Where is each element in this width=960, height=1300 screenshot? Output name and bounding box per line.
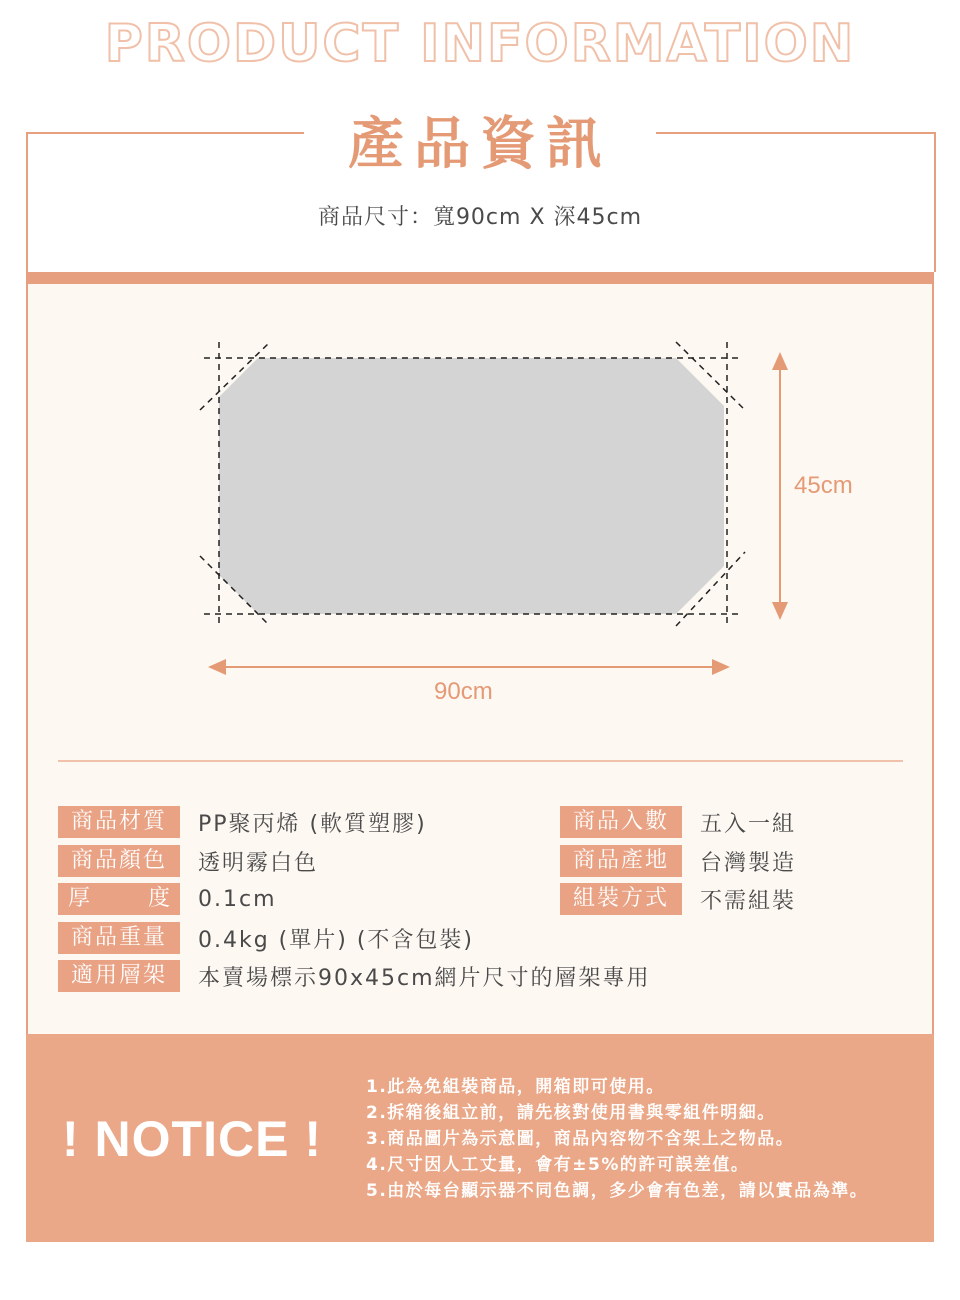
spec-row-assembly	[560, 883, 796, 915]
spec-value: PP聚丙烯 (軟質塑膠)	[198, 811, 427, 837]
spec-row-quantity	[560, 806, 796, 838]
spec-row-thickness	[58, 883, 277, 915]
notice-item: 4.尺寸因人工丈量，會有±5%的許可誤差值。	[366, 1155, 750, 1175]
notice-list	[366, 1074, 868, 1204]
spec-row-origin	[560, 845, 796, 877]
spec-key: 商品材質	[58, 806, 180, 838]
sheet-shape	[219, 358, 724, 614]
spec-row-compatible-shelf	[58, 960, 651, 992]
spec-value: 透明霧白色	[198, 850, 319, 876]
spec-key: 商品入數	[560, 806, 682, 838]
notice-item: 3.商品圖片為示意圖，商品內容物不含架上之物品。	[366, 1129, 795, 1149]
divider	[58, 760, 903, 762]
spec-value: 0.4kg (單片) (不含包裝)	[198, 927, 475, 953]
spec-key: 商品重量	[58, 922, 180, 954]
spec-value: 本賣場標示90x45cm網片尺寸的層架專用	[198, 965, 651, 991]
spec-value: 五入一組	[700, 811, 797, 837]
height-label: 45cm	[794, 472, 853, 499]
spec-key: 組裝方式	[560, 883, 682, 915]
spec-value: 0.1cm	[198, 886, 277, 912]
spec-value: 不需組裝	[700, 888, 797, 914]
spec-key: 厚度	[58, 883, 180, 915]
chinese-title: 產品資訊	[348, 112, 612, 177]
notice-item: 5.由於每台顯示器不同色調，多少會有色差，請以實品為準。	[366, 1181, 869, 1201]
notice-title: ! NOTICE !	[62, 1111, 322, 1167]
width-label: 90cm	[434, 678, 493, 705]
spec-value: 台灣製造	[700, 850, 797, 876]
spec-key: 商品產地	[560, 845, 682, 877]
notice-item: 2.拆箱後組立前，請先核對使用書與零組件明細。	[366, 1103, 776, 1123]
spec-row-weight	[58, 922, 474, 954]
spec-row-material	[58, 806, 427, 838]
english-title: PRODUCT INFORMATION	[104, 14, 856, 74]
spec-key: 適用層架	[58, 960, 180, 992]
product-size-text: 商品尺寸：寬90cm X 深45cm	[317, 205, 643, 230]
spec-row-color	[58, 845, 318, 877]
notice-item: 1.此為免組裝商品，開箱即可使用。	[366, 1077, 665, 1097]
spec-key: 商品顏色	[58, 845, 180, 877]
